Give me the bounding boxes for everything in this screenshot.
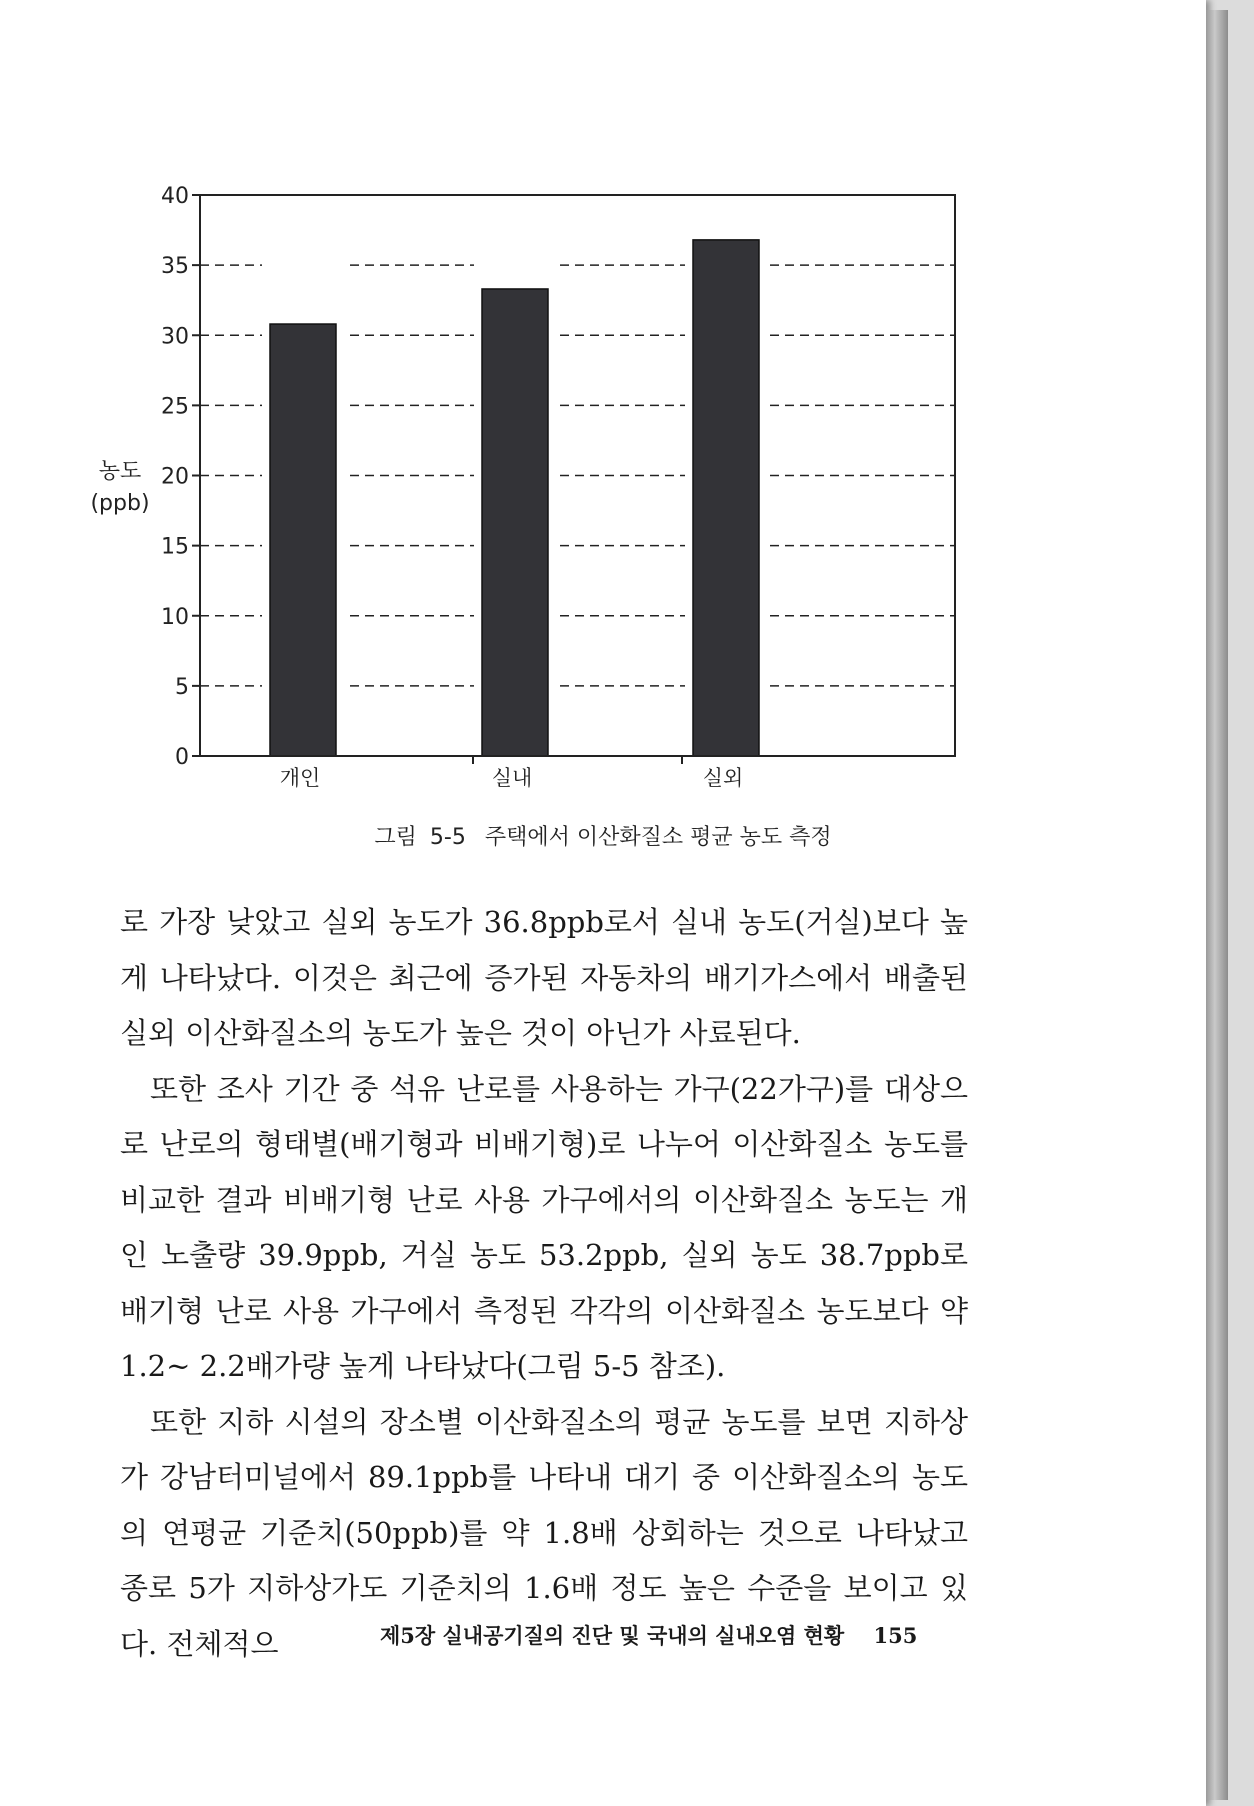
caption-label: 그림 [374,825,417,850]
bar-chart [0,0,1206,800]
y-tick-label: 0 [175,745,189,770]
page-edge [1206,10,1228,1800]
y-tick-label: 30 [161,324,189,350]
y-tick-label: 20 [161,464,189,490]
chapter-title: 제5장 실내공기질의 진단 및 국내의 실내오염 현황 [380,1623,845,1648]
y-tick-label: 10 [161,604,189,630]
paragraph-2: 또한 조사 기간 중 석유 난로를 사용하는 가구(22가구)를 대상으로 난로의 형태별(배기형과 비배기형)로 나누어 이산화질소 농도를 비교한 결과 비배기형 난로 사용 가구에서의 이산화질소 농도는 개인 노출량 39.9ppb, 거실 농도 53.2ppb, 실외 농도 38.7ppb로 배기형 난로 사용 가구에서 측정된 각각의 이산화질소 농도보다 약 1.2~ 2.2배가량 높게 나타났다(그림 5-5 참조). [120,1071,968,1383]
y-tick-label: 5 [175,674,189,700]
caption-number: 5-5 [429,825,466,850]
x-category-label: 개인 [279,766,321,790]
bars [262,197,767,756]
y-tick-label: 35 [161,254,189,280]
y-axis-label-line1: 농도 [98,459,142,484]
bar [270,324,336,756]
y-tick-label: 25 [161,394,189,420]
figure-caption [0,820,1206,851]
y-tick-label: 40 [161,184,189,209]
y-ticks [161,184,200,770]
x-categories [280,756,744,790]
bar [482,289,548,756]
caption-text: 주택에서 이산화질소 평균 농도 측정 [484,825,832,850]
body-text [120,895,968,1672]
running-footer [380,1620,917,1650]
paragraph-1: 로 가장 낮았고 실외 농도가 36.8ppb로서 실내 농도(거실)보다 높게 나타났다. 이것은 최근에 증가된 자동차의 배기가스에서 배출된 실외 이산화질소의 농도가 높은 것이 아닌가 사료된다. [120,905,968,1050]
page-number: 155 [873,1623,918,1648]
x-category-label: 실외 [702,766,744,790]
paragraph-3: 또한 지하 시설의 장소별 이산화질소의 평균 농도를 보면 지하상가 강남터미널에서 89.1ppb를 나타내 대기 중 이산화질소의 농도의 연평균 기준치(50ppb)를 약 1.8배 상회하는 것으로 나타났고 종로 5가 지하상가도 기준치의 1.6배 정도 높은 수준을 보이고 있다. 전체적으 [120,1404,968,1661]
y-axis-label-line2: (ppb) [90,491,150,516]
y-tick-label: 15 [161,534,189,560]
bar [693,240,759,756]
x-category-label: 실내 [491,766,533,790]
